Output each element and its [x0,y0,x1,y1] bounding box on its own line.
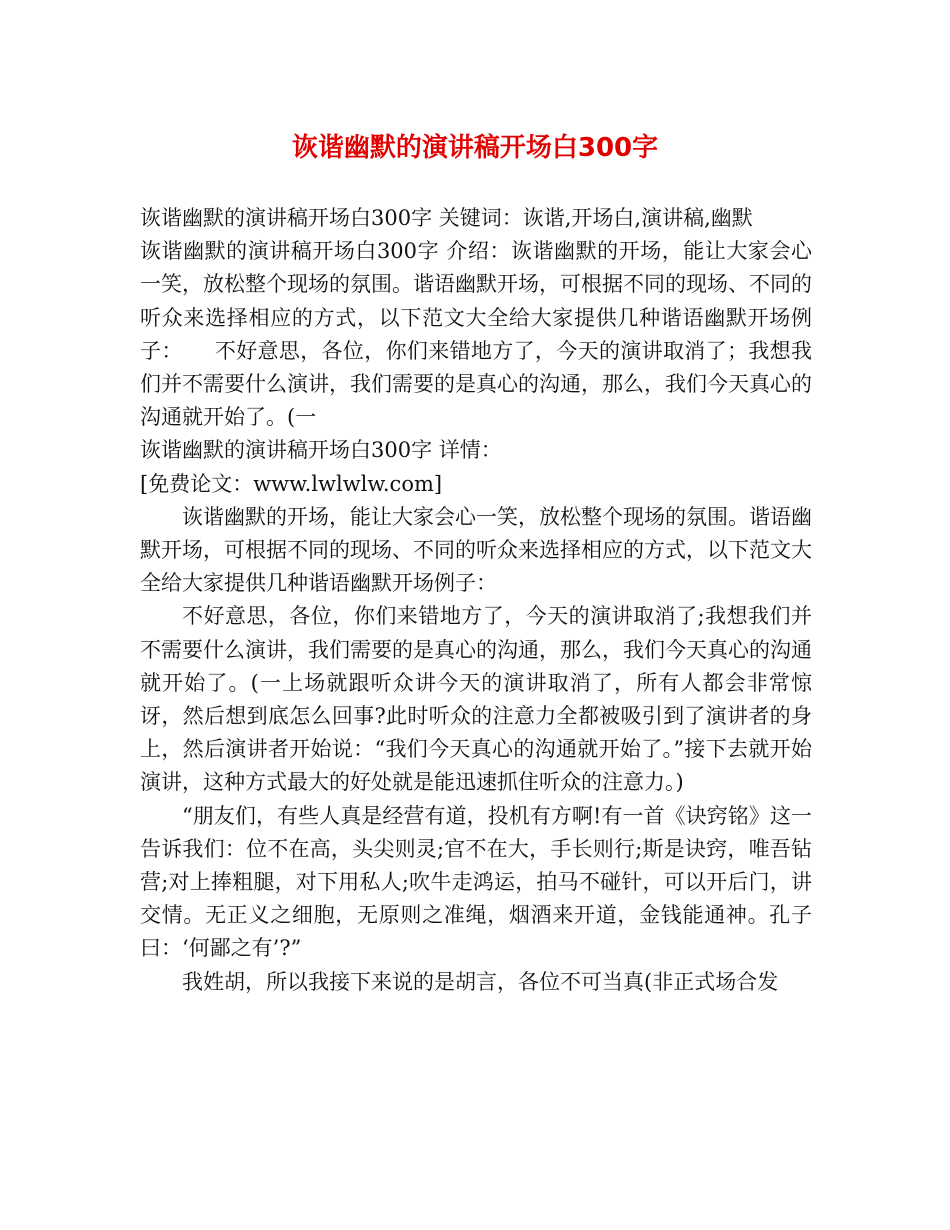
keywords-line: 诙谐幽默的演讲稿开场白300字 关键词：诙谐,开场白,演讲稿,幽默 [140,206,753,230]
body-paragraph-2: 不好意思，各位，你们来错地方了，今天的演讲取消了;我想我们并不需要什么演讲，我们需要的是真心的沟通，那么，我们今天真心的沟通就开始了。(一上场就跟听众讲今天的演讲取消了，所有人都会非常惊讶，然后想到底怎么回事?此时听众的注意力全都被吸引到了演讲者的身上，然后演讲者开始说：“我们今天真心的沟通就开始了。”接下去就开始演讲，这种方式最大的好处就是能迅速抓住听众的注意力。) [140,604,812,795]
source-line: [免费论文：www.lwlwlw.com] [140,471,443,496]
body-paragraph-4: 我姓胡，所以我接下来说的是胡言，各位不可当真(非正式场合发 [182,969,779,994]
body-paragraph-3: “朋友们，有些人真是经营有道，投机有方啊!有一首《诀窍铭》这一告诉我们：位不在高，头尖则灵;官不在大，手长则行;斯是诀窍，唯吾钻营;对上捧粗腿，对下用私人;吹牛走鸿运，拍马不碰针，可以开后门，讲交情。无正义之细胞，无原则之准绳，烟酒来开道，金钱能通神。孔子曰：‘何鄙之有’?” [140,803,812,961]
intro-paragraph: 诙谐幽默的演讲稿开场白300字 介绍：诙谐幽默的开场，能让大家会心一笑，放松整个现场的氛围。谐语幽默开场，可根据不同的现场、不同的听众来选择相应的方式，以下范文大全给大家提供几种谐语幽默开场例子： 不好意思，各位，你们来错地方了，今天的演讲取消了；我想我们并不需要什么演讲，我们需要的是真心的沟通，那么，我们今天真心的沟通就开始了。(一 [140,239,812,430]
body-paragraph-1: 诙谐幽默的开场，能让大家会心一笑，放松整个现场的氛围。谐语幽默开场，可根据不同的现场、不同的听众来选择相应的方式，以下范文大全给大家提供几种谐语幽默开场例子： [140,504,812,596]
details-line: 诙谐幽默的演讲稿开场白300字 详情： [140,438,502,463]
document-title: 诙谐幽默的演讲稿开场白300字 [291,133,659,163]
document-body [140,202,812,999]
